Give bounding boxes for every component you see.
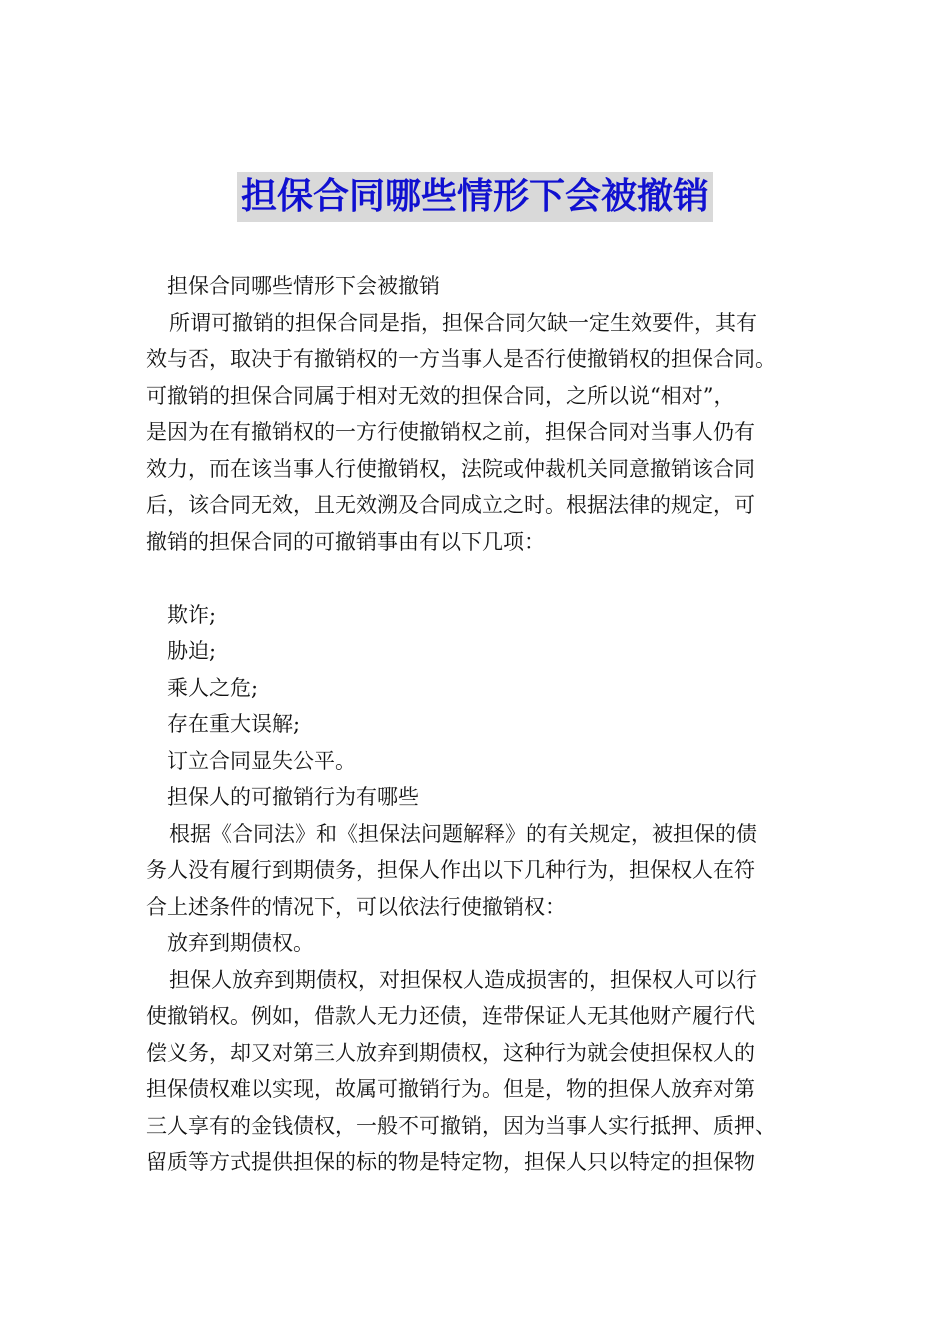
- blank-line: [146, 560, 826, 597]
- list-item: 存在重大误解;: [167, 712, 301, 736]
- section-heading: 担保人的可撤销行为有哪些: [167, 785, 419, 809]
- document-body: [146, 268, 826, 1181]
- paragraph-line: 留质等方式提供担保的标的物是特定物，担保人只以特定的担保物: [146, 1150, 755, 1174]
- paragraph-line: 是因为在有撤销权的一方行使撤销权之前，担保合同对当事人仍有: [146, 420, 755, 444]
- paragraph-line: 后，该合同无效，且无效溯及合同成立之时。根据法律的规定，可: [146, 493, 755, 517]
- paragraph-line: 担保债权难以实现，故属可撤销行为。但是，物的担保人放弃对第: [146, 1077, 755, 1101]
- subtitle-line: 担保合同哪些情形下会被撤销: [167, 274, 440, 298]
- paragraph-line: 三人享有的金钱债权，一般不可撤销，因为当事人实行抵押、质押、: [146, 1113, 776, 1138]
- list-item: 放弃到期债权。: [167, 931, 314, 955]
- paragraph-line: 合上述条件的情况下，可以依法行使撤销权：: [146, 894, 566, 919]
- list-item: 订立合同显失公平。: [167, 748, 356, 773]
- paragraph-line: 效与否，取决于有撤销权的一方当事人是否行使撤销权的担保合同。: [146, 347, 776, 371]
- list-item: 欺诈;: [167, 602, 217, 627]
- paragraph-line: 使撤销权。例如，借款人无力还债，连带保证人无其他财产履行代: [146, 1004, 755, 1028]
- paragraph-line: 务人没有履行到期债务，担保人作出以下几种行为，担保权人在符: [146, 858, 755, 882]
- title-container: [0, 172, 950, 222]
- list-item: 胁迫;: [167, 639, 217, 663]
- paragraph-line: 撤销的担保合同的可撤销事由有以下几项：: [146, 529, 545, 554]
- paragraph-line: 根据《合同法》和《担保法问题解释》的有关规定，被担保的债: [169, 821, 757, 846]
- paragraph-line: 效力，而在该当事人行使撤销权，法院或仲裁机关同意撤销该合同: [146, 456, 755, 481]
- paragraph-line: 所谓可撤销的担保合同是指，担保合同欠缺一定生效要件，其有: [169, 310, 757, 335]
- paragraph-line: 可撤销的担保合同属于相对无效的担保合同，之所以说“相对”，: [146, 383, 735, 408]
- paragraph-line: 担保人放弃到期债权，对担保权人造成损害的，担保权人可以行: [169, 967, 757, 992]
- paragraph-line: 偿义务，却又对第三人放弃到期债权，这种行为就会使担保权人的: [146, 1040, 755, 1065]
- document-title: 担保合同哪些情形下会被撤销: [237, 172, 713, 222]
- list-item: 乘人之危;: [167, 675, 259, 700]
